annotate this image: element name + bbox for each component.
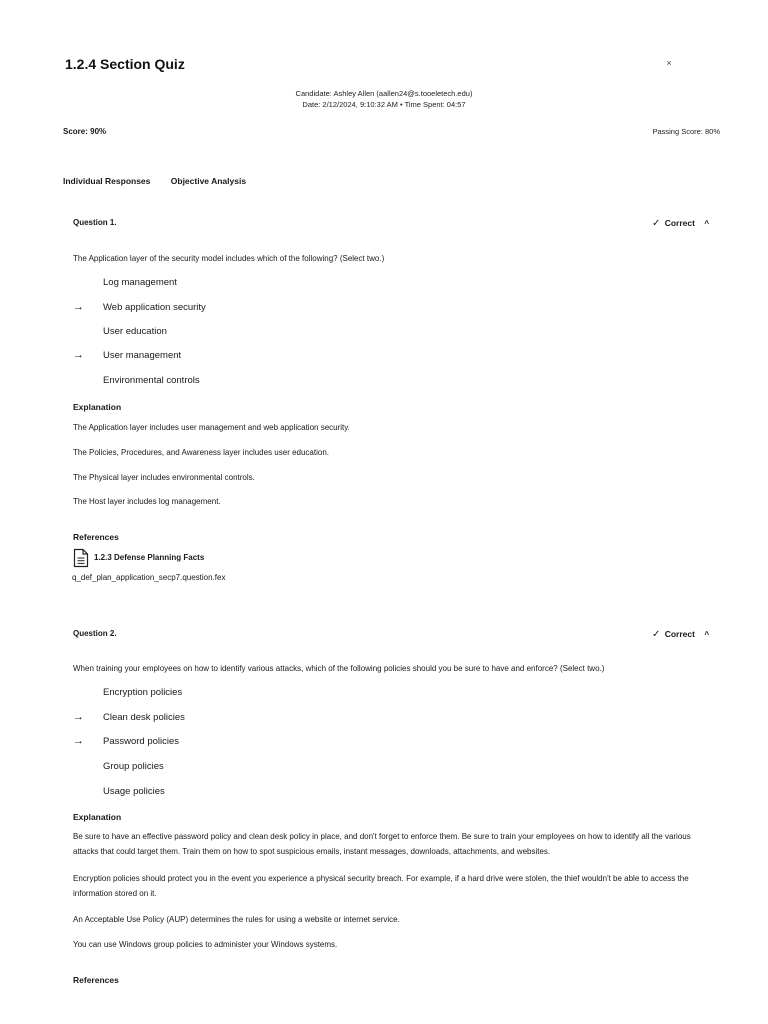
explanation-paragraph: The Host layer includes log management. [73, 497, 221, 506]
explanation-paragraph: You can use Windows group policies to administer your Windows systems. [73, 940, 338, 949]
score-text: Score: 90% [63, 127, 107, 136]
option-label: Group policies [103, 761, 164, 772]
references-heading: References [73, 532, 119, 542]
result-tabs [63, 176, 264, 186]
option-label: User management [103, 350, 182, 361]
chevron-up-icon[interactable]: ^ [704, 219, 709, 228]
question-2-option-5 [73, 786, 373, 800]
document-icon [73, 548, 89, 568]
question-2-option-2 [73, 712, 373, 726]
question-2-header [73, 629, 713, 638]
explanation-paragraph: The Policies, Procedures, and Awareness layer includes user education. [73, 448, 329, 457]
question-1-prompt: The Application layer of the security model includes which of the following? (Select two.) [73, 254, 385, 263]
question-2-prompt: When training your employees on how to identify various attacks, which of the following policies should you be sure to have and enforce? (Select two.) [73, 664, 605, 673]
quiz-title: 1.2.4 Section Quiz [65, 56, 185, 72]
explanation-paragraph: Encryption policies should protect you in the event you experience a physical security breach. For example, if a hard drive were stolen, the thief wouldn't be able to access the information stored on it. [73, 874, 689, 898]
candidate-line: Candidate: Ashley Allen (aallen24@s.tooeletech.edu) [295, 89, 473, 98]
chevron-up-icon[interactable]: ^ [704, 630, 709, 639]
question-2-option-4 [73, 761, 373, 775]
question-2-option-1 [73, 687, 373, 701]
explanation-paragraph: Be sure to have an effective password policy and clean desk policy in place, and don't forget to enforce them. Be sure to train your employees on how to identify all the various attacks that could target them. Train them on how to spot suspicious emails, instant messages, downloads, attachments, and websites. [73, 832, 691, 856]
date-line: Date: 2/12/2024, 9:10:32 AM • Time Spent: 04:57 [302, 100, 466, 109]
arrow-right-icon: → [73, 301, 84, 313]
explanation-paragraph: The Application layer includes user management and web application security. [73, 423, 350, 432]
question-1-option-2 [73, 302, 373, 316]
option-label: Encryption policies [103, 687, 183, 698]
tab-objective-analysis[interactable]: Objective Analysis [170, 176, 247, 186]
question-2-option-3 [73, 736, 373, 750]
option-label: Log management [103, 277, 177, 288]
question-1-status [652, 218, 709, 229]
correct-label: Correct [664, 629, 695, 639]
reference-file: q_def_plan_application_secp7.question.fex [72, 573, 226, 582]
question-1-heading: Question 1. [73, 218, 117, 227]
references-heading: References [73, 975, 119, 985]
correct-label: Correct [664, 218, 695, 228]
explanation-paragraph: The Physical layer includes environmental controls. [73, 473, 255, 482]
question-1-header [73, 218, 713, 227]
check-icon: ✓ [651, 629, 661, 640]
question-1-option-5 [73, 375, 373, 389]
option-label: Password policies [103, 736, 180, 747]
question-1-option-4 [73, 350, 373, 364]
reference-link[interactable]: 1.2.3 Defense Planning Facts [94, 553, 205, 562]
option-label: User education [103, 326, 167, 337]
option-label: Environmental controls [103, 375, 200, 386]
option-label: Web application security [103, 302, 206, 313]
arrow-right-icon: → [73, 711, 84, 723]
option-label: Clean desk policies [103, 712, 185, 723]
arrow-right-icon: → [73, 349, 84, 361]
check-icon: ✓ [651, 218, 661, 229]
explanation-heading: Explanation [73, 812, 122, 822]
question-2-status [652, 629, 709, 640]
option-label: Usage policies [103, 786, 165, 797]
passing-score-text: Passing Score: 80% [652, 127, 720, 136]
arrow-right-icon: → [73, 735, 84, 747]
question-2-heading: Question 2. [73, 629, 117, 638]
close-icon[interactable]: × [666, 58, 672, 68]
explanation-paragraph: An Acceptable Use Policy (AUP) determines the rules for using a website or internet service. [73, 915, 400, 924]
question-1-option-3 [73, 326, 373, 340]
explanation-heading: Explanation [73, 402, 122, 412]
tab-individual-responses[interactable]: Individual Responses [63, 176, 151, 186]
question-1-option-1 [73, 277, 373, 291]
